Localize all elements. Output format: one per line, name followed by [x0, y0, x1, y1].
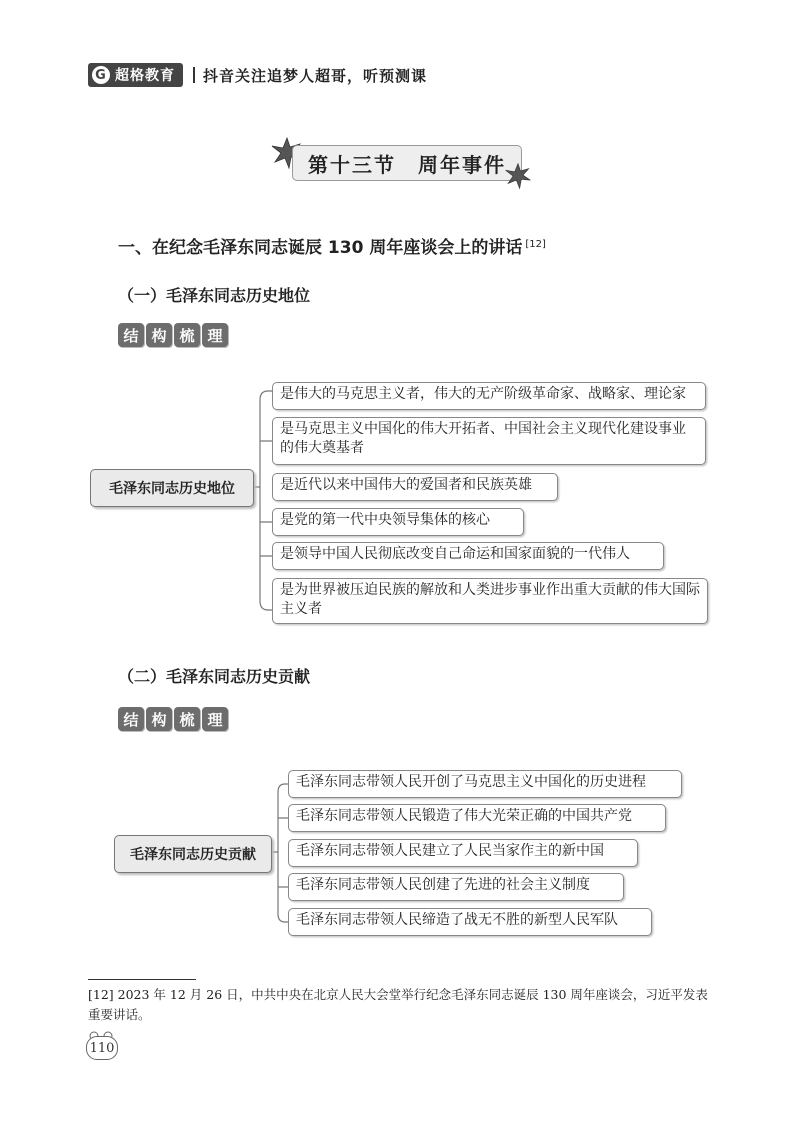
tag-char: 结 — [118, 323, 144, 347]
footnote-divider — [88, 979, 196, 980]
tag-char: 理 — [202, 323, 228, 347]
diagram2-item: 毛泽东同志带领人民建立了人民当家作主的新中国 — [288, 839, 638, 867]
section-title: 周年事件 — [418, 152, 506, 177]
diagram1-item: 是近代以来中国伟大的爱国者和民族英雄 — [272, 473, 558, 501]
tag-char: 梳 — [174, 707, 200, 731]
header-promo-text: 抖音关注追梦人超哥，听预测课 — [203, 66, 428, 85]
tag-char: 梳 — [174, 323, 200, 347]
logo-text: 超格教育 — [115, 68, 175, 84]
diagram1-item: 是为世界被压迫民族的解放和人类进步事业作出重大贡献的伟大国际主义者 — [272, 578, 708, 624]
diagram2-center-node: 毛泽东同志历史贡献 — [114, 835, 272, 873]
diagram1-item: 是党的第一代中央领导集体的核心 — [272, 508, 524, 536]
diagram2-item: 毛泽东同志带领人民锻造了伟大光荣正确的中国共产党 — [288, 804, 666, 832]
diagram1-center-node: 毛泽东同志历史地位 — [90, 469, 254, 507]
heading-speech-text: 一、在纪念毛泽东同志诞辰 130 周年座谈会上的讲话 — [118, 238, 523, 258]
section-number: 第十三节 — [308, 152, 396, 177]
diagram1-item: 是领导中国人民彻底改变自己命运和国家面貌的一代伟人 — [272, 542, 664, 570]
brace-part2 — [270, 784, 288, 922]
tag-char: 理 — [202, 707, 228, 731]
diagram2-item: 毛泽东同志带领人民缔造了战无不胜的新型人民军队 — [288, 908, 652, 936]
logo-mark-icon: G — [92, 66, 110, 84]
brace-part1 — [252, 391, 272, 610]
footnote-ref: [12] — [525, 239, 546, 250]
tag-char: 构 — [146, 707, 172, 731]
diagram2-item: 毛泽东同志带领人民开创了马克思主义中国化的历史进程 — [288, 770, 682, 798]
heading-historical-contribution: （二）毛泽东同志历史贡献 — [118, 667, 311, 686]
heading-historical-status: （一）毛泽东同志历史地位 — [118, 286, 311, 305]
tag-char: 结 — [118, 707, 144, 731]
page-number: 110 — [86, 1036, 118, 1060]
tag-char: 构 — [146, 323, 172, 347]
diagram1-item: 是伟大的马克思主义者，伟大的无产阶级革命家、战略家、理论家 — [272, 382, 706, 410]
footnote-text: [12] 2023 年 12 月 26 日，中共中央在北京人民大会堂举行纪念毛泽东同志诞辰 130 周年座谈会，习近平发表重要讲话。 — [88, 987, 708, 1022]
structure-tag-2 — [118, 707, 230, 731]
diagram2-item: 毛泽东同志带领人民创建了先进的社会主义制度 — [288, 873, 624, 901]
diagram1-item: 是马克思主义中国化的伟大开拓者、中国社会主义现代化建设事业的伟大奠基者 — [272, 417, 706, 465]
